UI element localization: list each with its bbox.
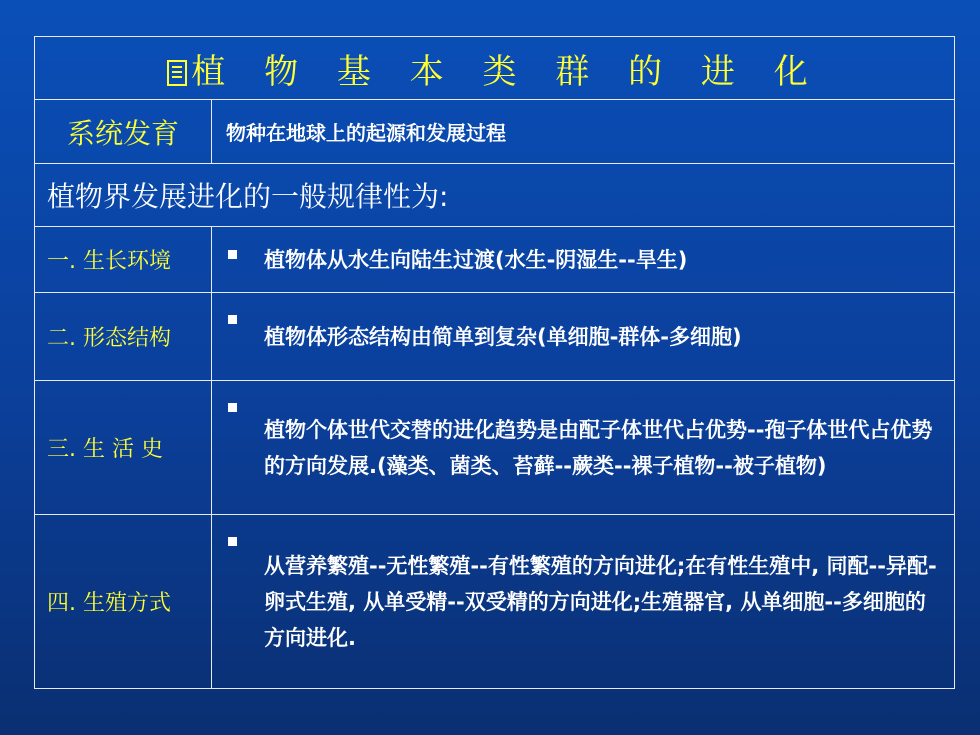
table-row [35,293,955,381]
evolution-table [34,36,955,689]
row-label: 二. 形态结构 [35,293,212,381]
general-rule: 植物界发展进化的一般规律性为: [35,164,955,227]
row-text: 从营养繁殖--无性繁殖--有性繁殖的方向进化;在有性生殖中, 同配--异配-卵式生殖, 从单受精--双受精的方向进化;生殖器官, 从单细胞--多细胞的方向进化. [264,553,937,650]
row-text: 植物体从水生向陆生过渡(水生-阴湿生--旱生) [264,247,688,272]
row-label: 三. 生 活 史 [35,381,212,515]
row-label: 四. 生殖方式 [35,515,212,689]
row-content [212,515,955,689]
definition-term: 系统发育 [35,100,212,164]
bullet-icon [228,250,237,259]
row-label: 一. 生长环境 [35,227,212,293]
page-title: 植 物 基 本 类 群 的 进 化 [191,51,822,92]
bullet-icon [228,403,237,412]
row-text: 植物个体世代交替的进化趋势是由配子体世代占优势--孢子体世代占优势的方向发展.(藻类、菌类、苔藓--蕨类--裸子植物--被子植物) [264,417,933,478]
table-row [35,515,955,689]
title-cell [35,37,955,100]
definition-text: 物种在地球上的起源和发展过程 [212,100,955,164]
row-content [212,381,955,515]
row-content [212,227,955,293]
bullet-icon [228,315,237,324]
table-row [35,227,955,293]
table-row [35,381,955,515]
bullet-icon [228,537,237,546]
row-text: 植物体形态结构由简单到复杂(单细胞-群体-多细胞) [264,324,742,349]
document-icon [167,60,187,86]
title-row [35,37,955,100]
general-rule-row [35,164,955,227]
row-content [212,293,955,381]
definition-row [35,100,955,164]
